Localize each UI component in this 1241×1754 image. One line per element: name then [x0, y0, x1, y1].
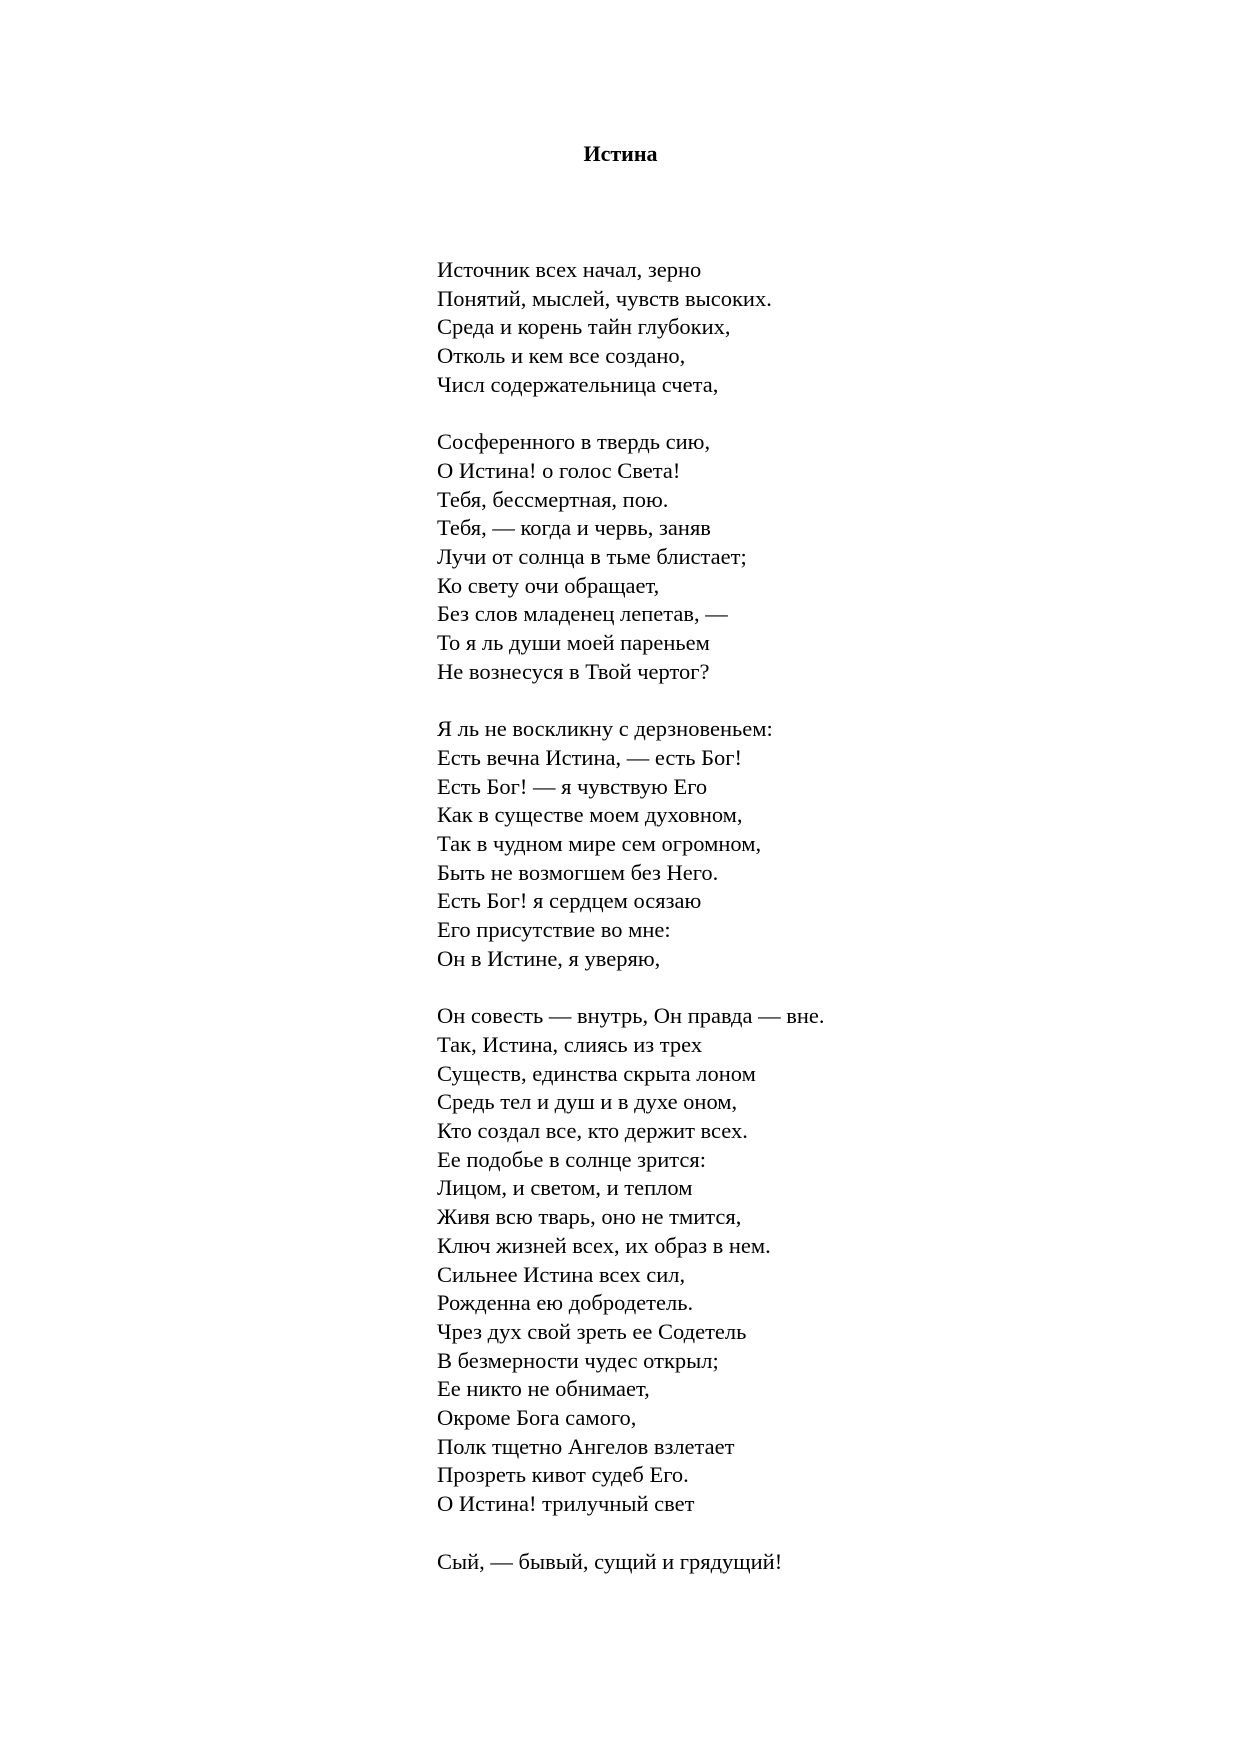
poem-line: Его присутствие во мне: — [437, 917, 671, 943]
poem-line: Есть вечна Истина, — есть Бог! — [437, 744, 742, 770]
poem-line: Сильнее Истина всех сил, — [437, 1261, 686, 1287]
poem-body — [437, 256, 1177, 1605]
poem-line: Тебя, — когда и червь, заняв — [437, 515, 711, 541]
poem-line: Сый, — бывый, сущий и грядущий! — [437, 1548, 783, 1574]
poem-line: Как в существе моем духовном, — [437, 802, 743, 828]
poem-line: То я ль души моей пареньем — [437, 630, 710, 656]
poem-line: Без слов младенец лепетав, — — [437, 601, 728, 627]
stanza-5 — [437, 1548, 1177, 1577]
stanza-3 — [437, 715, 1177, 973]
poem-line: Ее никто не обнимает, — [437, 1376, 650, 1402]
poem-line: Чрез дух свой зреть ее Содетель — [437, 1318, 747, 1344]
poem-title: Истина — [583, 141, 658, 166]
poem-line: Понятий, мыслей, чувств высоких. — [437, 285, 772, 311]
poem-line: Он совесть — внутрь, Он правда — вне. — [437, 1003, 825, 1029]
stanza-2 — [437, 428, 1177, 686]
poem-line: Источник всех начал, зерно — [437, 257, 702, 282]
poem-line: В безмерности чудес открыл; — [437, 1347, 719, 1373]
poem-line: Ключ жизней всех, их образ в нем. — [437, 1232, 771, 1258]
poem-line: Не вознесуся в Твой чертог? — [437, 658, 710, 684]
poem-line: Ко свету очи обращает, — [437, 572, 660, 598]
stanza-4 — [437, 1002, 1177, 1519]
poem-line: Я ль не воскликну с дерзновеньем: — [437, 716, 773, 742]
poem-line: Отколь и кем все создано, — [437, 343, 686, 369]
poem-line: Живя всю тварь, оно не тмится, — [437, 1204, 742, 1230]
poem-line: Так, Истина, слиясь из трех — [437, 1031, 703, 1057]
poem-line: Среда и корень тайн глубоких, — [437, 314, 731, 340]
poem-line: Есть Бог! я сердцем осязаю — [437, 888, 702, 914]
poem-line: Сосференного в твердь сию, — [437, 429, 711, 455]
poem-line: Лицом, и светом, и теплом — [437, 1175, 693, 1201]
poem-line: Тебя, бессмертная, пою. — [437, 486, 669, 512]
poem-line: Он в Истине, я уверяю, — [437, 945, 661, 971]
poem-line: Кто создал все, кто держит всех. — [437, 1118, 748, 1144]
poem-line: Окроме Бога самого, — [437, 1405, 637, 1431]
stanza-1 — [437, 256, 1177, 400]
poem-line: Средь тел и душ и в духе оном, — [437, 1089, 738, 1115]
poem-line: Есть Бог! — я чувствую Его — [437, 773, 708, 799]
poem-line: Рожденна ею добродетель. — [437, 1290, 694, 1316]
poem-line: О Истина! трилучный свет — [437, 1491, 695, 1517]
poem-line: Прозреть кивот судеб Его. — [437, 1462, 689, 1488]
poem-line: Быть не возмогшем без Него. — [437, 859, 719, 885]
poem-line: Так в чудном мире сем огромном, — [437, 831, 762, 857]
poem-line: Существ, единства скрыта лоном — [437, 1060, 756, 1086]
poem-line: О Истина! о голос Света! — [437, 457, 681, 483]
poem-line: Полк тщетно Ангелов взлетает — [437, 1433, 735, 1459]
poem-line: Ее подобье в солнце зрится: — [437, 1146, 707, 1172]
poem-line: Лучи от солнца в тьме блистает; — [437, 544, 747, 570]
poem-line: Числ содержательница счета, — [437, 371, 719, 397]
